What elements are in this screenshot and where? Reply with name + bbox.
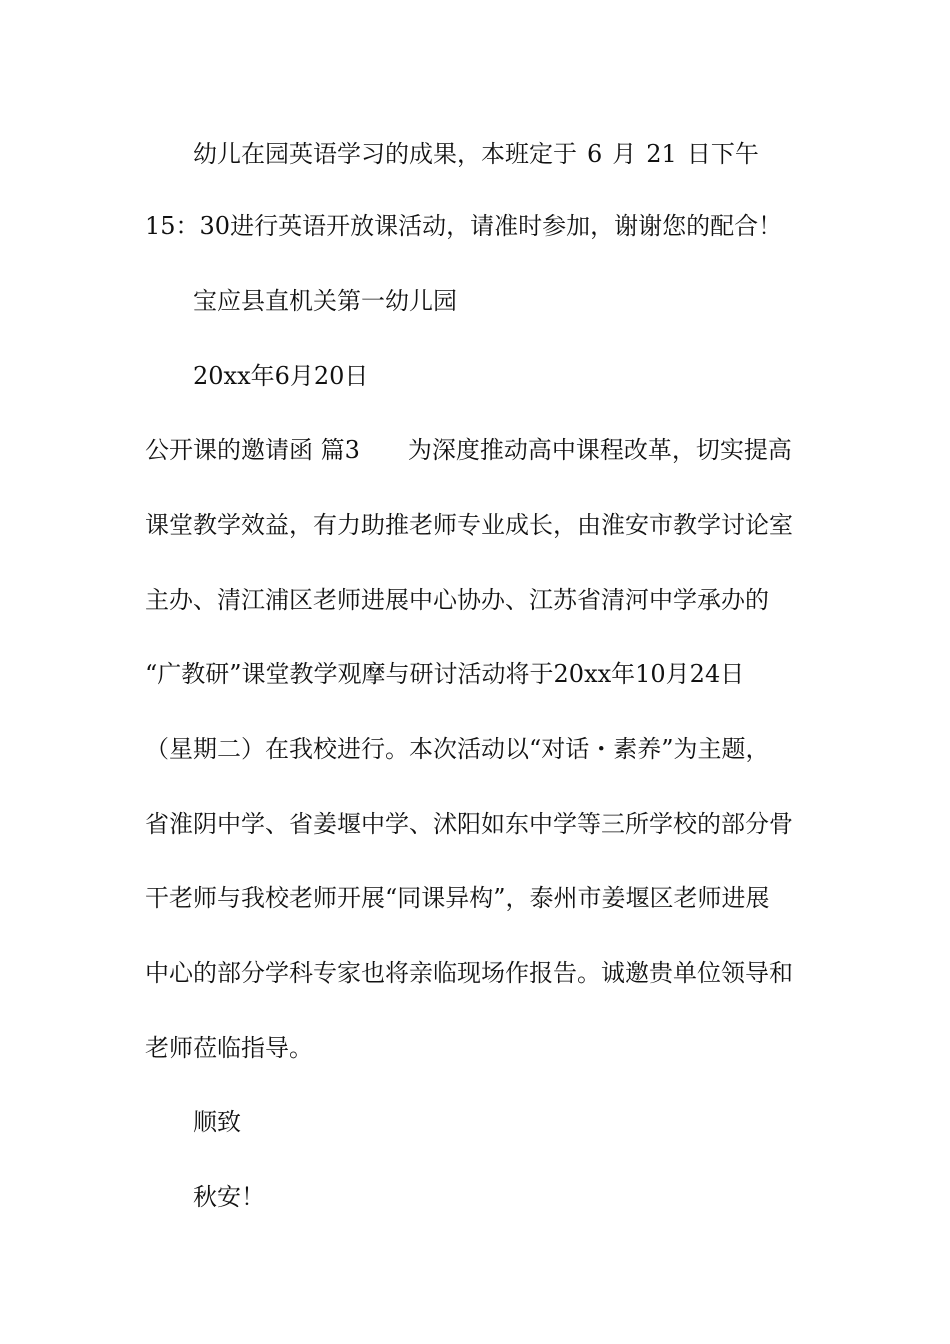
- paragraph-line: 中心的部分学科专家也将亲临现场作报告。诚邀贵单位领导和: [145, 959, 793, 987]
- closing-line: 秋安！: [193, 1183, 265, 1211]
- paragraph-line: 15：30进行英语开放课活动，请准时参加，谢谢您的配合！: [145, 212, 783, 240]
- day-value: 21: [646, 140, 677, 168]
- text-segment: 日下午: [686, 140, 759, 168]
- paragraph-line: 老师莅临指导。: [145, 1034, 313, 1062]
- paragraph-line: 主办、清江浦区老师进展中心协办、江苏省清河中学承办的: [145, 586, 769, 614]
- section-first-line: [145, 430, 810, 470]
- paragraph-line: 课堂教学效益，有力助推老师专业成长，由淮安市教学讨论室: [145, 511, 793, 539]
- text-segment: 幼儿在园英语学习的成果，本班定于: [193, 140, 577, 168]
- paragraph-line: （星期二）在我校进行。本次活动以“对话・素养”为主题，: [145, 735, 770, 763]
- paragraph-line: 省淮阴中学、省姜堰中学、沭阳如东中学等三所学校的部分骨: [145, 810, 793, 838]
- signature-date: 20xx年6月20日: [193, 362, 369, 390]
- paragraph-line: 干老师与我校老师开展“同课异构”，泰州市姜堰区老师进展: [145, 884, 770, 912]
- month-label: 月: [612, 140, 637, 168]
- closing-line: 顺致: [193, 1108, 241, 1136]
- section-heading: 公开课的邀请函 篇3: [145, 436, 360, 464]
- text-segment: 为深度推动高中课程改革，切实提高: [407, 436, 792, 464]
- paragraph-line: “广教研”课堂教学观摩与研讨活动将于20xx年10月24日: [145, 660, 745, 688]
- paragraph-line: [193, 134, 810, 174]
- signature-organization: 宝应县直机关第一幼儿园: [193, 287, 457, 315]
- month-value: 6: [587, 140, 603, 168]
